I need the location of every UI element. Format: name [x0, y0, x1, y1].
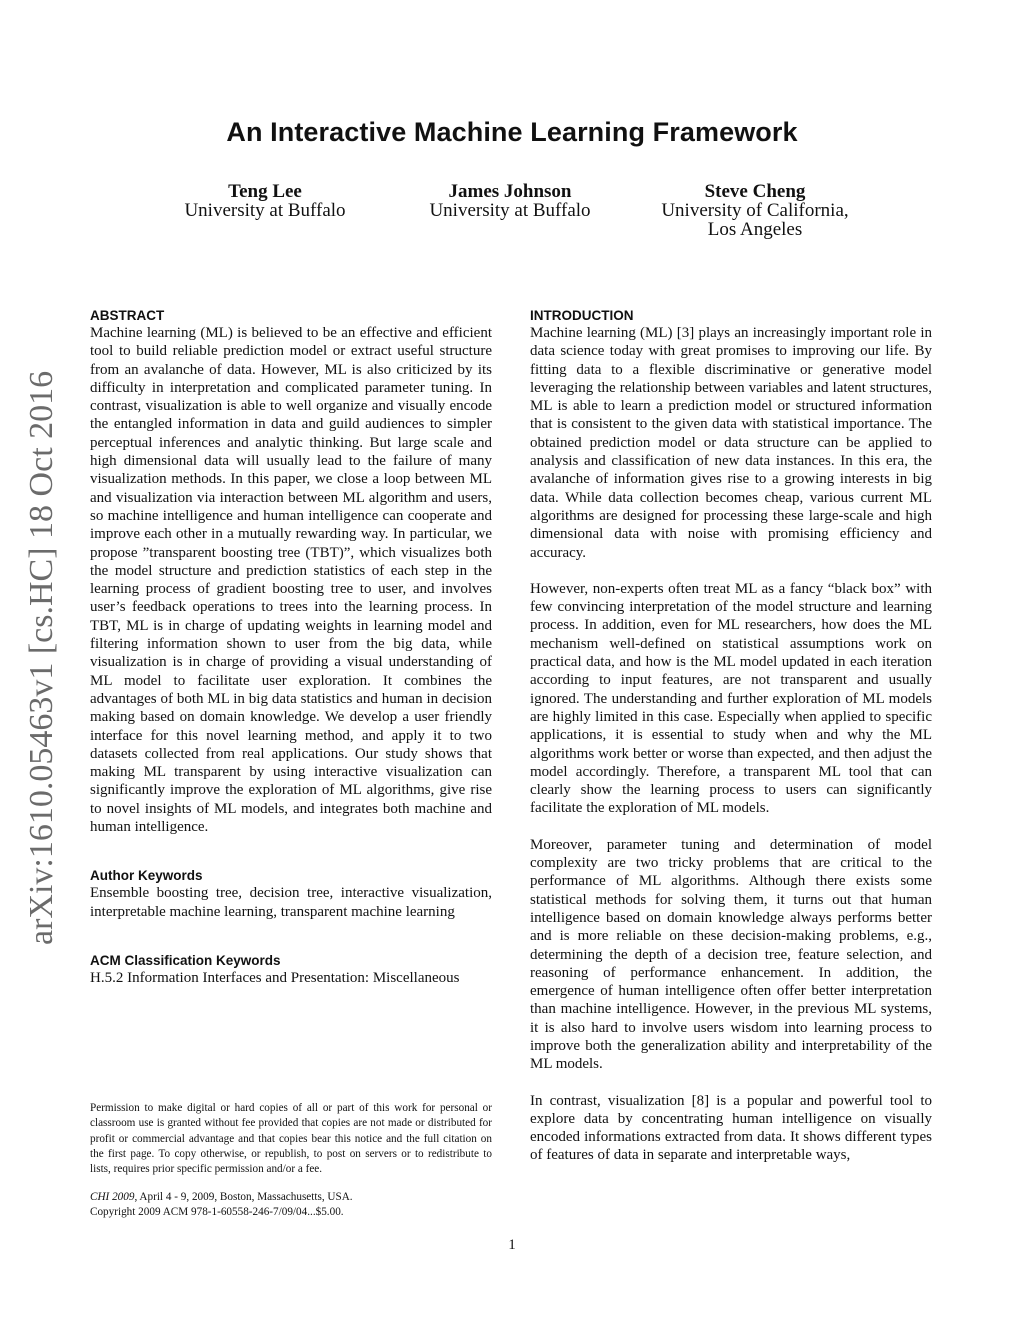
intro-paragraph: Moreover, parameter tuning and determination of model complexity are two tricky problems that are critical to the performance of ML algorithms. Although there exists some statistical methods for solving them, it turns out that human intelligence based on domain knowledge always performs better and is more reliable on these decision-making problems, e.g., determining the depth of a decision tree, feature selection, and reasoning of performance enhancement. In addition, the emergence of human intelligence often offer better interpretation than machine intelligence. However, in the previous ML systems, it is also hard to involve users wisdom into learning process to improve both the generalization ability and interpretability of the ML models. — [530, 836, 932, 1073]
author-name: Teng Lee — [228, 181, 302, 202]
conference-details: , April 4 - 9, 2009, Boston, Massachusetts, USA. — [134, 1191, 353, 1203]
acm-keywords-text: H.5.2 Information Interfaces and Presentation: Miscellaneous — [90, 969, 460, 986]
permission-notice: Permission to make digital or hard copies of all or part of this work for personal or classroom use is granted without fee provided that copies are not made or distributed for profit or commercial advantage and that copies bear this notice and the full citation on the first page. To copy otherwise, or republish, to post on servers or to redistribute to lists, requires prior specific permission and/or a fee. — [90, 1102, 492, 1176]
intro-paragraph: Machine learning (ML) [3] plays an increasingly important role in data science today with great promises to improving our life. By fitting data to a flexible discriminative or generative model leveraging the relationship between variables and latent structures, ML is able to learn a prediction model or structured information that is consistent to the given data with statistical importance. The obtained prediction model or data structure can be applied to analysis and classification of new data instances. In this era, the avalanche of information gives rise to a growing interests in big data. While data collection becomes cheap, various current ML algorithms are designed for processing these large-scale and high dimensional data with noise with promising efficiency and accuracy. — [530, 325, 932, 561]
conference-info — [90, 1190, 492, 1221]
paper-title: An Interactive Machine Learning Framework — [226, 117, 798, 147]
author-keywords-heading: Author Keywords — [90, 868, 203, 884]
conference-name: CHI 2009 — [90, 1191, 135, 1203]
author-name: James Johnson — [448, 181, 572, 202]
author-block — [155, 182, 375, 220]
author-keywords-text: Ensemble boosting tree, decision tree, interactive visualization, interpretable machine learning, transparent machine learning — [90, 885, 492, 920]
author-block — [620, 182, 890, 239]
abstract-text: Machine learning (ML) is believed to be an effective and efficient tool to build reliable prediction model or extract useful structure from an avalanche of data. However, ML is also criticized by its difficulty in interpretation and complicated parameter tuning. In contrast, visualization is able to well organize and visually encode the entangled information in data and guild audiences to simpler perceptual inferences and analytic thinking. But large scale and high dimensional data will usually lead to the failure of many visualization methods. In this paper, we close a loop between ML and visualization via interaction between ML algorithm and users, so machine intelligence and human intelligence can cooperate and improve each other in a mutually rewarding way. In particular, we propose ”transparent boosting tree (TBT)”, which visualizes both the model structure and prediction statistics of each step in the learning process of gradient boosting tree to user, and involves user’s feedback operations to trees into the learning process. In TBT, ML is in charge of updating weights in learning model and filtering information shown to user from the big data, while visualization is in charge of providing a visual understanding of ML model to facilitate user exploration. It combines the advantages of both ML in big data statistics and human in decision making based on domain knowledge. We develop a user friendly interface for this novel learning method, and apply it to two datasets collected from real applications. Our study shows that making ML transparent by using interactive visualization can significantly improve the exploration of ML algorithms, give rise to novel insights of ML models, and integrates both machine and human intelligence. — [90, 325, 492, 836]
author-block — [400, 182, 620, 220]
copyright-line: Copyright 2009 ACM 978-1-60558-246-7/09/04...$5.00. — [90, 1206, 344, 1219]
acm-keywords-heading: ACM Classification Keywords — [90, 952, 281, 968]
author-name: Steve Cheng — [704, 181, 806, 202]
author-affiliation-line2: Los Angeles — [707, 219, 803, 240]
left-column — [90, 308, 492, 987]
abstract-heading: ABSTRACT — [90, 308, 165, 323]
right-column — [530, 308, 932, 1165]
author-affiliation: University at Buffalo — [429, 200, 591, 221]
introduction-heading: INTRODUCTION — [530, 308, 634, 323]
author-affiliation: University of California, — [661, 200, 849, 221]
intro-paragraph: In contrast, visualization [8] is a popular and powerful tool to explore data by concentrating human intelligence on visually encoded informations extracted from data. It shows different types of features of data in separate and interpretable ways, — [530, 1092, 932, 1164]
intro-paragraph: However, non-experts often treat ML as a fancy “black box” with few convincing interpretation of the model structure and learning process. In addition, even for ML researchers, how does the ML mechanism well-defined on statistical assumptions work on practical data, and how is the ML model updated in each iteration according to input features, are not transparent and usually ignored. The understanding and further exploration of ML models are highly limited in this case. Especially when applied to specific applications, it is essential to study when and why the ML algorithms work better or worse than expected, and then adjust the model accordingly. Therefore, a transparent ML tool that can clearly show the learning process to users can significantly facilitate the exploration of ML models. — [530, 580, 932, 817]
author-affiliation: University at Buffalo — [184, 200, 346, 221]
page-number: 1 — [508, 1237, 516, 1253]
arxiv-stamp: arXiv:1610.05463v1 [cs.HC] 18 Oct 2016 — [23, 370, 60, 945]
